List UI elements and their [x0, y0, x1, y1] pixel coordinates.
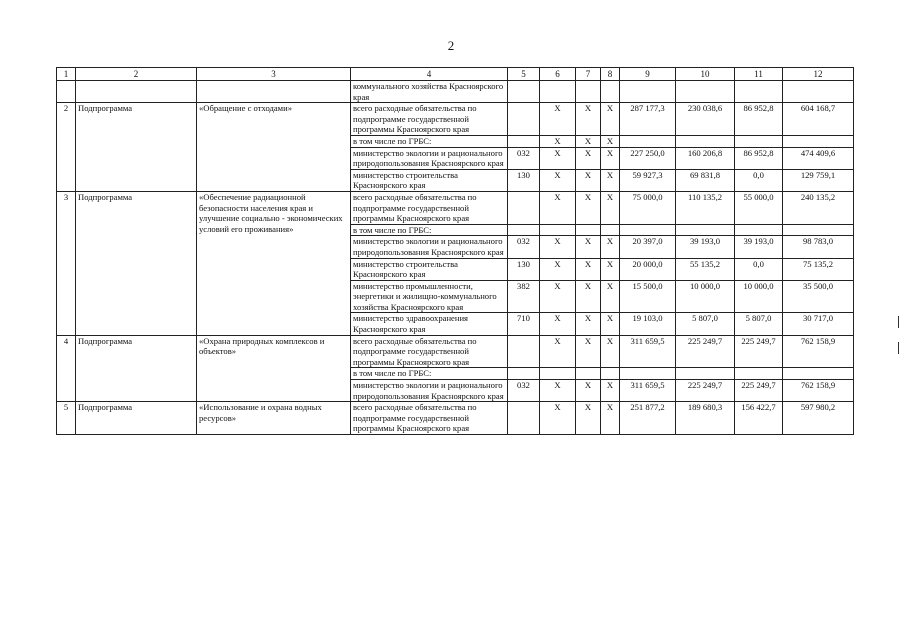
- column-8-mark: Х: [601, 280, 620, 313]
- value-column-12: [783, 135, 854, 147]
- column-header: 3: [197, 68, 351, 81]
- column-7-mark: Х: [576, 135, 601, 147]
- grbs-code: [508, 103, 540, 136]
- value-column-10: 110 135,2: [676, 191, 735, 224]
- grbs-code: 382: [508, 280, 540, 313]
- value-column-9: 287 177,3: [620, 103, 676, 136]
- value-column-11: 225 249,7: [735, 335, 783, 368]
- column-6-mark: Х: [540, 191, 576, 224]
- column-header: 5: [508, 68, 540, 81]
- column-number-row: [57, 68, 854, 81]
- column-header: 9: [620, 68, 676, 81]
- value-column-12: [783, 368, 854, 380]
- column-6-mark: Х: [540, 280, 576, 313]
- program-name: «Использование и охрана водных ресурсов»: [197, 402, 351, 435]
- value-column-9: 311 659,5: [620, 335, 676, 368]
- column-8-mark: [601, 368, 620, 380]
- column-7-mark: Х: [576, 335, 601, 368]
- column-7-mark: Х: [576, 380, 601, 402]
- row-description: министерство экологии и рационального природопользования Красноярского края: [351, 236, 508, 258]
- value-column-12: 98 783,0: [783, 236, 854, 258]
- column-header: 1: [57, 68, 76, 81]
- grbs-code: 032: [508, 236, 540, 258]
- row-description: коммунального хозяйства Красноярского края: [351, 81, 508, 103]
- row-description: министерство строительства Красноярского края: [351, 258, 508, 280]
- value-column-10: 55 135,2: [676, 258, 735, 280]
- table-row: [57, 103, 854, 136]
- column-7-mark: Х: [576, 191, 601, 224]
- row-description: в том числе по ГРБС:: [351, 368, 508, 380]
- column-header: 11: [735, 68, 783, 81]
- grbs-code: [508, 191, 540, 224]
- column-7-mark: Х: [576, 103, 601, 136]
- row-description: в том числе по ГРБС:: [351, 224, 508, 236]
- value-column-10: 5 807,0: [676, 313, 735, 335]
- scan-mark: [898, 342, 899, 354]
- value-column-10: 10 000,0: [676, 280, 735, 313]
- table-row: [57, 191, 854, 224]
- column-6-mark: [540, 368, 576, 380]
- column-7-mark: Х: [576, 280, 601, 313]
- program-number: 2: [57, 103, 76, 192]
- value-column-9: 311 659,5: [620, 380, 676, 402]
- value-column-12: 604 168,7: [783, 103, 854, 136]
- value-column-12: 597 980,2: [783, 402, 854, 435]
- value-column-9: 251 877,2: [620, 402, 676, 435]
- value-column-12: 762 158,9: [783, 335, 854, 368]
- value-column-12: 35 500,0: [783, 280, 854, 313]
- grbs-code: 032: [508, 147, 540, 169]
- value-column-10: 39 193,0: [676, 236, 735, 258]
- program-number: 4: [57, 335, 76, 402]
- row-description: министерство промышленности, энергетики и жилищно-коммунального хозяйства Красноярского края: [351, 280, 508, 313]
- value-column-12: 762 158,9: [783, 380, 854, 402]
- column-8-mark: Х: [601, 135, 620, 147]
- column-header: 10: [676, 68, 735, 81]
- budget-table: [56, 67, 854, 435]
- column-6-mark: Х: [540, 147, 576, 169]
- value-column-12: 240 135,2: [783, 191, 854, 224]
- column-8-mark: Х: [601, 402, 620, 435]
- grbs-code: 130: [508, 258, 540, 280]
- value-column-11: 225 249,7: [735, 380, 783, 402]
- row-description: всего расходные обязательства по подпрограмме государственной программы Красноярского края: [351, 402, 508, 435]
- column-6-mark: Х: [540, 135, 576, 147]
- value-column-12: 474 409,6: [783, 147, 854, 169]
- program-name: «Обращение с отходами»: [197, 103, 351, 192]
- scan-mark: [898, 316, 899, 328]
- value-column-9: [620, 368, 676, 380]
- value-column-9: 227 250,0: [620, 147, 676, 169]
- program-type: Подпрограмма: [76, 335, 197, 402]
- page-number: 2: [447, 38, 455, 53]
- value-column-10: 225 249,7: [676, 380, 735, 402]
- value-column-12: [783, 224, 854, 236]
- column-6-mark: Х: [540, 236, 576, 258]
- column-8-mark: Х: [601, 169, 620, 191]
- value-column-9: 59 927,3: [620, 169, 676, 191]
- column-6-mark: Х: [540, 380, 576, 402]
- grbs-code: 710: [508, 313, 540, 335]
- table-row: [57, 402, 854, 435]
- column-8-mark: Х: [601, 191, 620, 224]
- value-column-9: 20 397,0: [620, 236, 676, 258]
- value-column-11: [735, 224, 783, 236]
- column-6-mark: Х: [540, 313, 576, 335]
- value-column-9: [620, 135, 676, 147]
- row-description: министерство строительства Красноярского края: [351, 169, 508, 191]
- column-7-mark: Х: [576, 313, 601, 335]
- value-column-11: [735, 368, 783, 380]
- column-header: 6: [540, 68, 576, 81]
- column-6-mark: Х: [540, 402, 576, 435]
- value-column-12: 75 135,2: [783, 258, 854, 280]
- column-header: 2: [76, 68, 197, 81]
- row-description: всего расходные обязательства по подпрограмме государственной программы Красноярского края: [351, 103, 508, 136]
- value-column-12: 129 759,1: [783, 169, 854, 191]
- column-6-mark: Х: [540, 335, 576, 368]
- value-column-9: 19 103,0: [620, 313, 676, 335]
- column-8-mark: Х: [601, 236, 620, 258]
- grbs-code: [508, 135, 540, 147]
- row-description: в том числе по ГРБС:: [351, 135, 508, 147]
- column-header: 7: [576, 68, 601, 81]
- program-type: Подпрограмма: [76, 402, 197, 435]
- value-column-11: 39 193,0: [735, 236, 783, 258]
- value-column-9: 15 500,0: [620, 280, 676, 313]
- column-7-mark: Х: [576, 147, 601, 169]
- continuation-row: [57, 81, 854, 103]
- value-column-10: 230 038,6: [676, 103, 735, 136]
- column-7-mark: [576, 224, 601, 236]
- column-header: 12: [783, 68, 854, 81]
- value-column-11: 0,0: [735, 258, 783, 280]
- value-column-11: 156 422,7: [735, 402, 783, 435]
- column-7-mark: [576, 368, 601, 380]
- program-number: 5: [57, 402, 76, 435]
- column-6-mark: [540, 224, 576, 236]
- row-description: министерство экологии и рационального природопользования Красноярского края: [351, 147, 508, 169]
- column-8-mark: Х: [601, 258, 620, 280]
- value-column-9: 20 000,0: [620, 258, 676, 280]
- value-column-10: [676, 135, 735, 147]
- value-column-10: [676, 368, 735, 380]
- value-column-9: [620, 224, 676, 236]
- column-6-mark: Х: [540, 169, 576, 191]
- value-column-9: 75 000,0: [620, 191, 676, 224]
- value-column-11: 0,0: [735, 169, 783, 191]
- row-description: министерство здравоохранения Красноярского края: [351, 313, 508, 335]
- program-rows: [57, 103, 854, 435]
- value-column-10: 160 206,8: [676, 147, 735, 169]
- column-6-mark: Х: [540, 103, 576, 136]
- grbs-code: [508, 224, 540, 236]
- table-row: [57, 335, 854, 368]
- column-7-mark: Х: [576, 236, 601, 258]
- column-8-mark: Х: [601, 380, 620, 402]
- column-8-mark: Х: [601, 147, 620, 169]
- value-column-12: 30 717,0: [783, 313, 854, 335]
- value-column-11: 86 952,8: [735, 147, 783, 169]
- value-column-11: 10 000,0: [735, 280, 783, 313]
- column-6-mark: Х: [540, 258, 576, 280]
- program-type: Подпрограмма: [76, 191, 197, 335]
- program-number: 3: [57, 191, 76, 335]
- column-8-mark: [601, 224, 620, 236]
- value-column-11: [735, 135, 783, 147]
- program-type: Подпрограмма: [76, 103, 197, 192]
- column-7-mark: Х: [576, 169, 601, 191]
- row-description: всего расходные обязательства по подпрограмме государственной программы Красноярского края: [351, 191, 508, 224]
- column-8-mark: Х: [601, 335, 620, 368]
- grbs-code: [508, 368, 540, 380]
- column-header: 4: [351, 68, 508, 81]
- row-description: всего расходные обязательства по подпрограмме государственной программы Красноярского края: [351, 335, 508, 368]
- value-column-11: 86 952,8: [735, 103, 783, 136]
- column-7-mark: Х: [576, 258, 601, 280]
- column-header: 8: [601, 68, 620, 81]
- value-column-10: 225 249,7: [676, 335, 735, 368]
- program-name: «Обеспечение радиационной безопасности населения края и улучшение социально - экономических условий его проживания»: [197, 191, 351, 335]
- column-8-mark: Х: [601, 103, 620, 136]
- value-column-10: 69 831,8: [676, 169, 735, 191]
- grbs-code: [508, 335, 540, 368]
- grbs-code: [508, 402, 540, 435]
- column-8-mark: Х: [601, 313, 620, 335]
- grbs-code: 032: [508, 380, 540, 402]
- value-column-11: 55 000,0: [735, 191, 783, 224]
- program-name: «Охрана природных комплексов и объектов»: [197, 335, 351, 402]
- value-column-10: 189 680,3: [676, 402, 735, 435]
- grbs-code: 130: [508, 169, 540, 191]
- row-description: министерство экологии и рационального природопользования Красноярского края: [351, 380, 508, 402]
- value-column-10: [676, 224, 735, 236]
- column-7-mark: Х: [576, 402, 601, 435]
- value-column-11: 5 807,0: [735, 313, 783, 335]
